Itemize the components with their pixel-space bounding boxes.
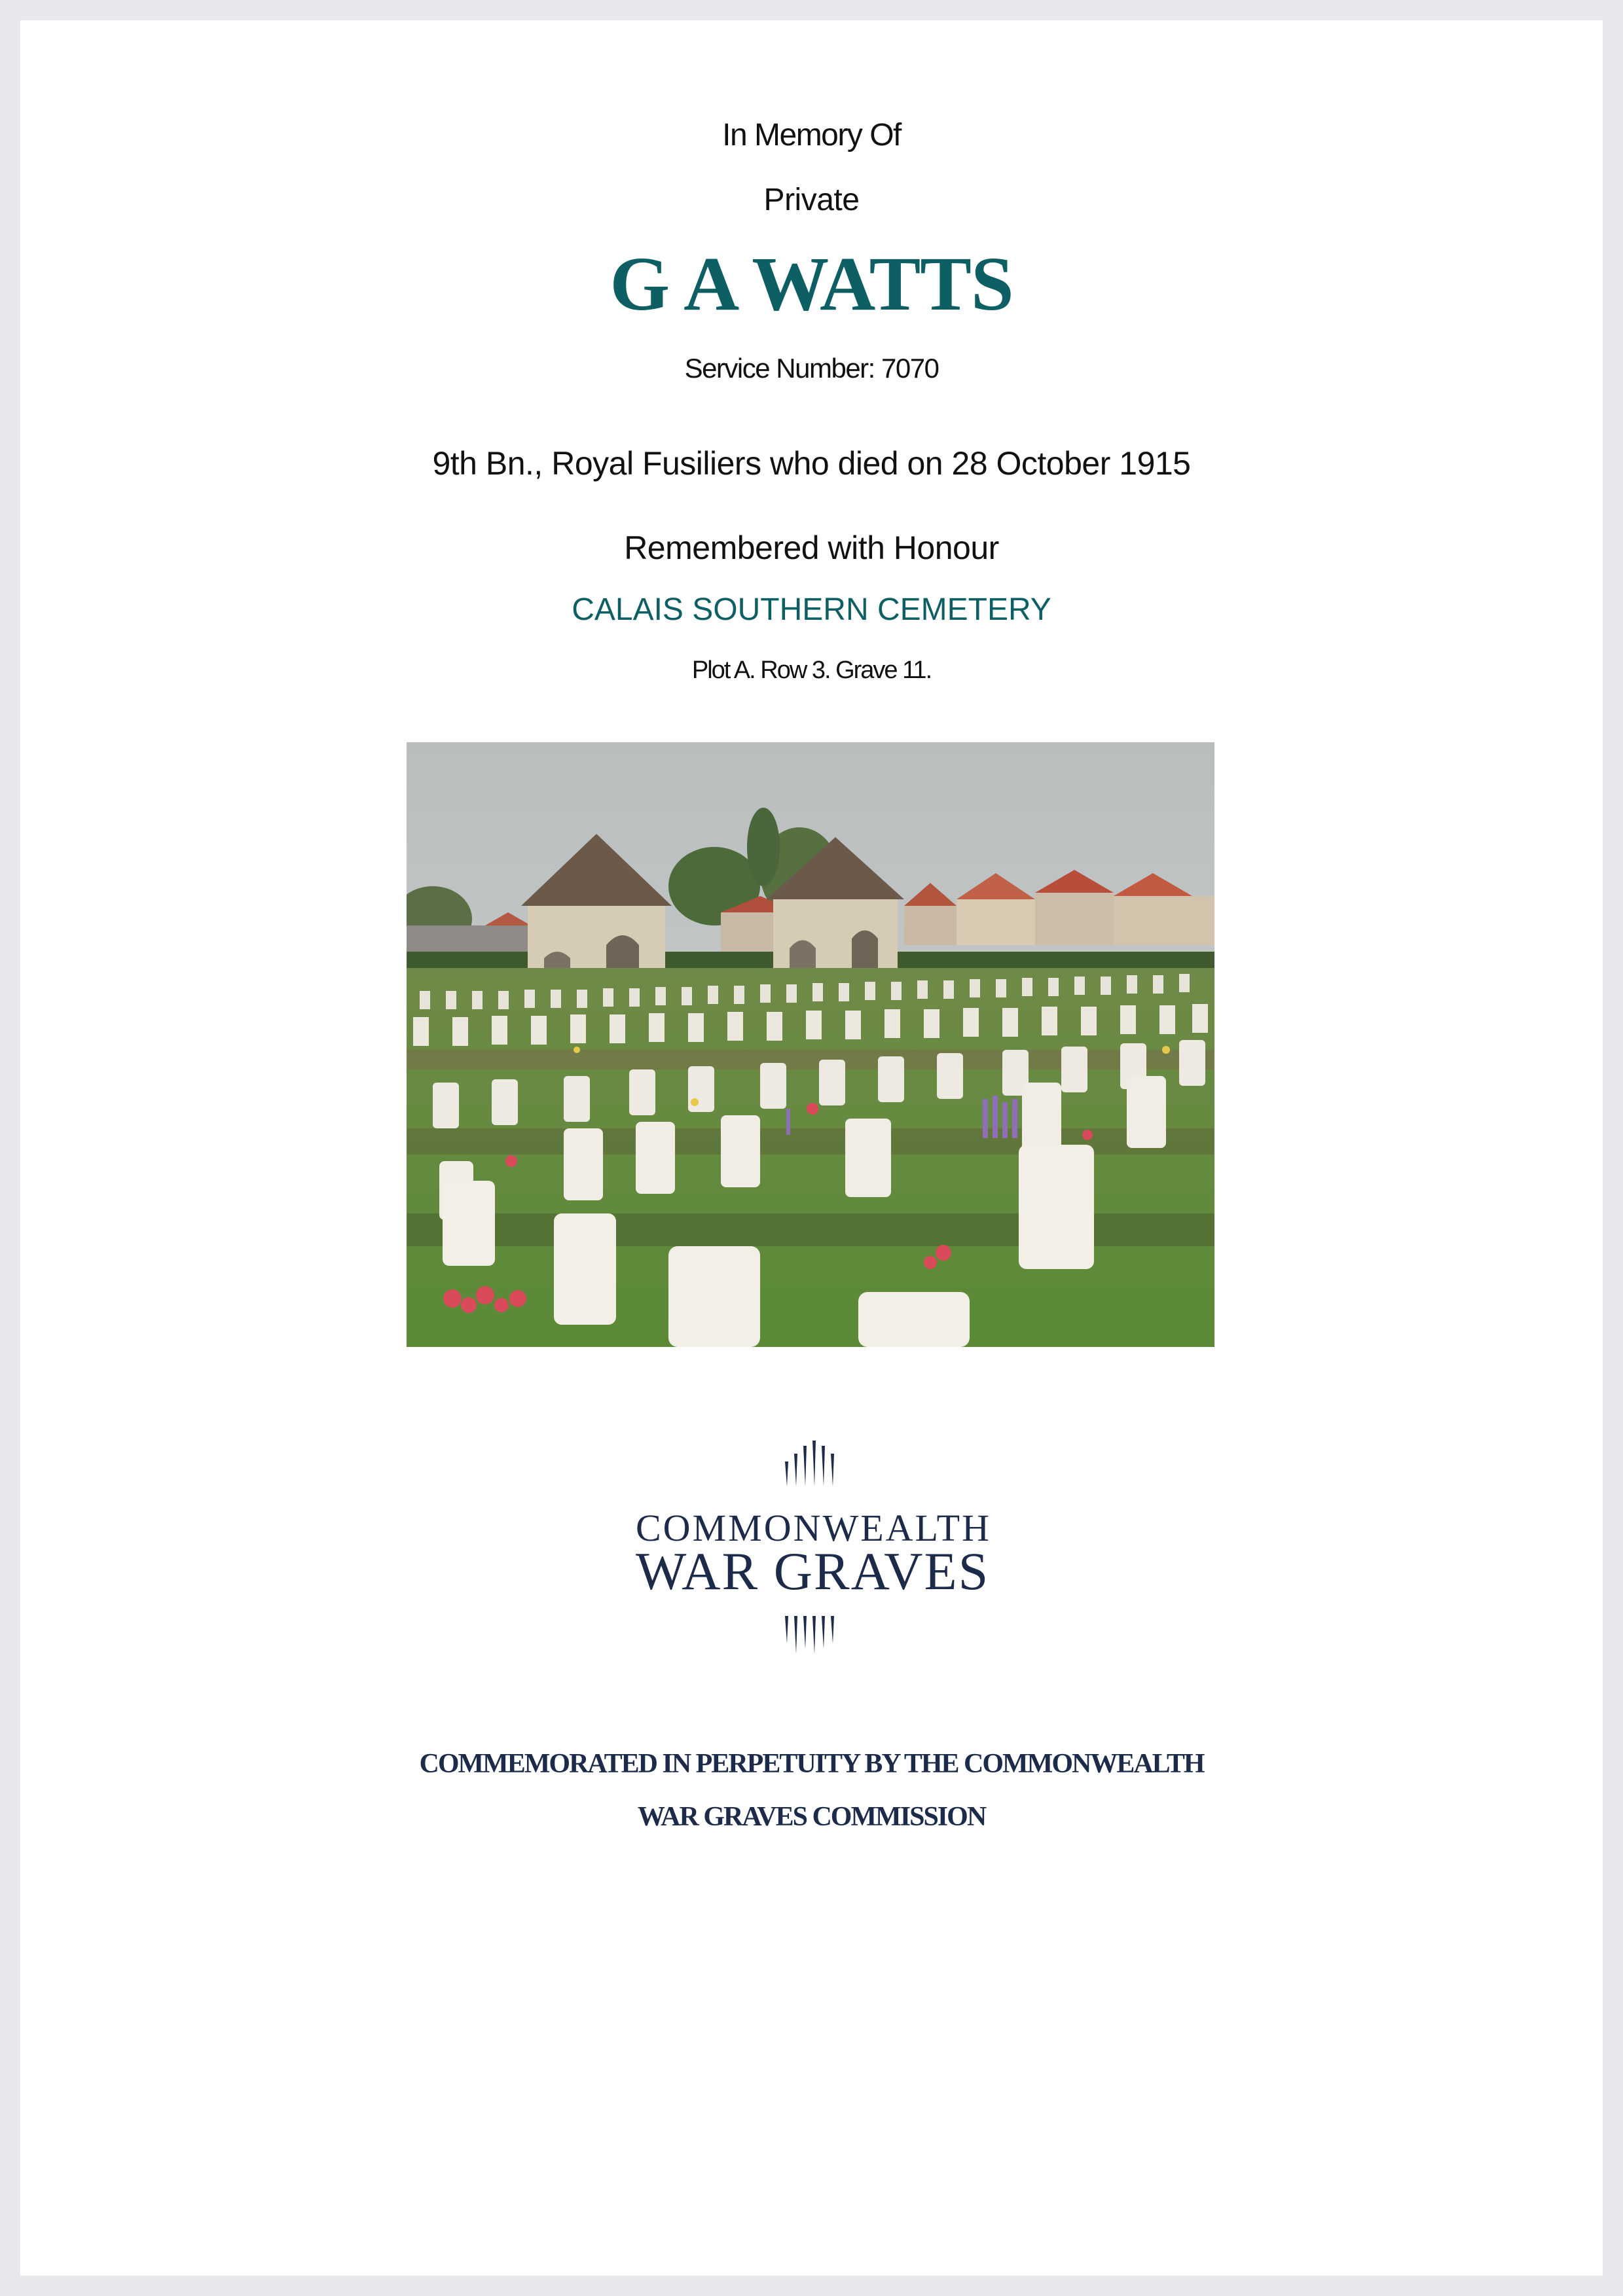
cemetery-photo: [407, 742, 1214, 1347]
cemetery-name: CALAIS SOUTHERN CEMETERY: [572, 592, 1051, 627]
in-memory-heading: In Memory Of: [722, 118, 901, 152]
unit-and-death-date: 9th Bn., Royal Fusiliers who died on 28 October 1915: [432, 445, 1191, 482]
grave-reference: Plot A. Row 3. Grave 11.: [691, 656, 932, 684]
certificate-page: [20, 20, 1603, 2276]
cwgc-logo: [636, 1434, 989, 1657]
service-number: Service Number: 7070: [684, 353, 939, 384]
rank: Private: [763, 183, 860, 217]
commemoration-line-2: WAR GRAVES COMMISSION: [637, 1802, 986, 1832]
casualty-name: G A WATTS: [610, 241, 1013, 327]
logo-line-war-graves: WAR GRAVES: [636, 1541, 990, 1601]
commemoration-line-1: COMMEMORATED IN PERPETUITY BY THE COMMONWEALTH: [419, 1749, 1204, 1779]
logo-line-commonwealth: COMMONWEALTH: [636, 1507, 991, 1549]
remembered-with-honour: Remembered with Honour: [624, 529, 999, 566]
